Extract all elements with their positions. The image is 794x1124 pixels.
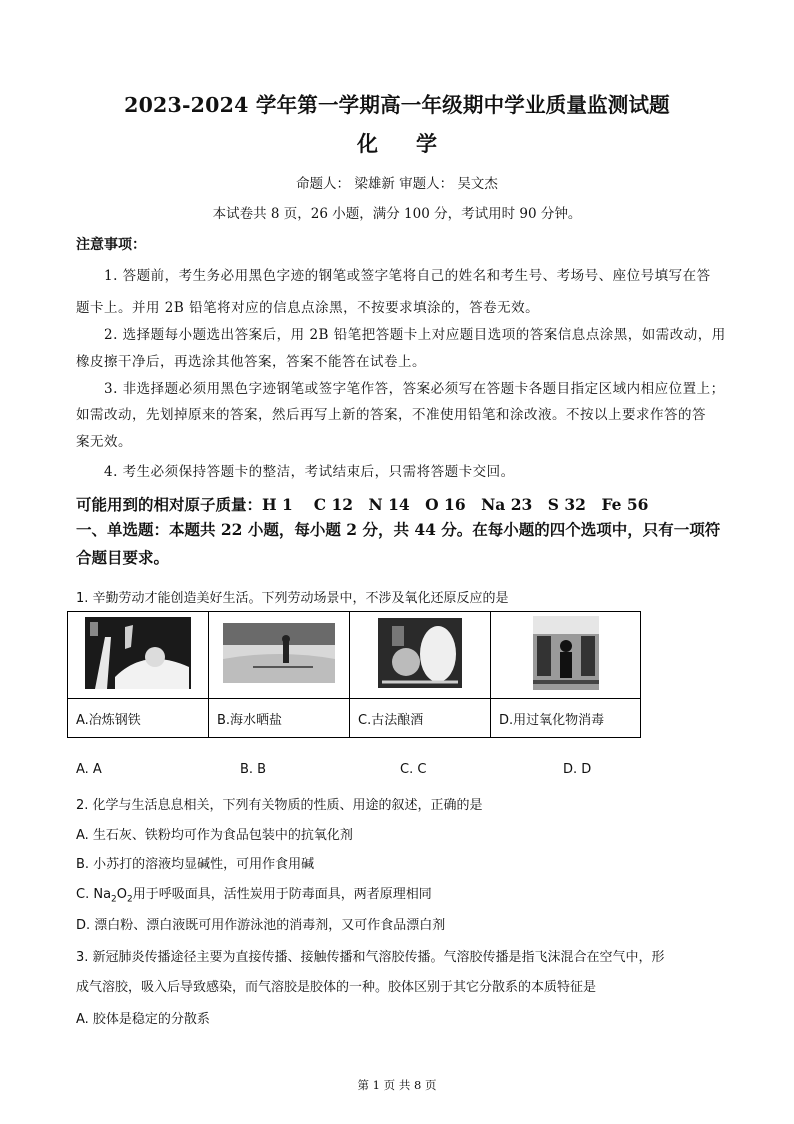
option-a: A. A xyxy=(76,762,102,777)
question-3-option-a: A. 胶体是稳定的分散系 xyxy=(76,1012,210,1027)
section-heading: 一、单选题：本题共 22 小题，每小题 2 分，共 44 分。在每小题的四个选项中，只有一项符 xyxy=(76,520,721,539)
notice-line: 2. 选择题每小题选出答案后，用 2B 铅笔把答题卡上对应题目选项的答案信息点涂黑，如需改动，用 xyxy=(104,327,726,343)
question-2-stem: 2. 化学与生活息息相关，下列有关物质的性质、用途的叙述，正确的是 xyxy=(76,798,483,813)
option-c: C. C xyxy=(400,762,427,777)
page-footer: 第 1 页 共 8 页 xyxy=(357,1078,437,1092)
subject-title: 化学 xyxy=(357,131,475,156)
question-2-option-c xyxy=(76,883,432,905)
exam-title: 2023-2024 学年第一学期高一年级期中学业质量监测试题 xyxy=(124,93,670,117)
image-label-c: C.古法酿酒 xyxy=(350,699,491,738)
notice-line: 4. 考生必须保持答题卡的整洁，考试结束后，只需将答题卡交回。 xyxy=(104,464,515,480)
atomic-mass-line: 可能用到的相对原子质量：H 1 C 12 N 14 O 16 Na 23 S 32 Fe 56 xyxy=(76,495,649,514)
subscript-2: 2 xyxy=(127,894,133,905)
notice-line: 题卡上。并用 2B 铅笔将对应的信息点涂黑，不按要求填涂的，答卷无效。 xyxy=(76,300,540,316)
question-3-stem: 3. 新冠肺炎传播途径主要为直接传播、接触传播和气溶胶传播。气溶胶传播是指飞沫混合在空气中，形 xyxy=(76,950,665,965)
image-cell-d xyxy=(491,612,641,699)
question-1-image-table xyxy=(67,611,641,738)
subscript-2: 2 xyxy=(111,894,117,905)
image-label-b: B.海水晒盐 xyxy=(209,699,350,738)
notice-line: 橡皮擦干净后，再选涂其他答案，答案不能答在试卷上。 xyxy=(76,354,426,370)
notice-line: 3. 非选择题必须用黑色字迹钢笔或签字笔作答，答案必须写在答题卡各题目指定区域内相应位置上； xyxy=(104,381,725,397)
image-label-d: D.用过氧化物消毒 xyxy=(491,699,641,738)
question-3-stem-cont: 成气溶胶，吸入后导致感染，而气溶胶是胶体的一种。胶体区别于其它分散系的本质特征是 xyxy=(76,980,597,995)
notice-line: 如需改动，先划掉原来的答案，然后再写上新的答案，不准使用铅笔和涂改液。不按以上要求作答的答 xyxy=(76,407,706,423)
disinfection-image xyxy=(533,616,599,690)
sea-salt-drying-image xyxy=(223,623,335,683)
image-cell-a xyxy=(68,612,209,699)
image-label-a: A.冶炼钢铁 xyxy=(68,699,209,738)
image-cell-b xyxy=(209,612,350,699)
image-cell-c xyxy=(350,612,491,699)
question-2-option-d: D. 漂白粉、漂白液既可用作游泳池的消毒剂，又可作食品漂白剂 xyxy=(76,918,446,933)
notice-line: 案无效。 xyxy=(76,434,132,450)
notice-heading: 注意事项： xyxy=(76,237,146,253)
option-b: B. B xyxy=(240,762,267,777)
question-2-option-a: A. 生石灰、铁粉均可作为食品包装中的抗氧化剂 xyxy=(76,828,353,843)
option-d: D. D xyxy=(563,762,592,777)
notice-line: 1. 答题前，考生务必用黑色字迹的钢笔或签字笔将自己的姓名和考生号、考场号、座位号填写在答 xyxy=(104,268,711,284)
section-heading-cont: 合题目要求。 xyxy=(76,548,170,567)
ancient-brewing-image xyxy=(378,618,462,688)
exam-info: 本试卷共 8 页，26 小题，满分 100 分，考试用时 90 分钟。 xyxy=(212,206,582,222)
option-c-text: 用于呼吸面具，活性炭用于防毒面具，两者原理相同 xyxy=(132,887,432,902)
steel-smelting-image xyxy=(85,617,191,689)
question-1-stem: 1. 辛勤劳动才能创造美好生活。下列劳动场景中，不涉及氧化还原反应的是 xyxy=(76,591,509,606)
question-2-option-b: B. 小苏打的溶液均显碱性，可用作食用碱 xyxy=(76,857,315,872)
formula-na: C. Na xyxy=(76,887,112,902)
authors-line: 命题人： 梁雄新 审题人： 吴文杰 xyxy=(296,176,498,192)
formula-o: O xyxy=(116,887,128,902)
